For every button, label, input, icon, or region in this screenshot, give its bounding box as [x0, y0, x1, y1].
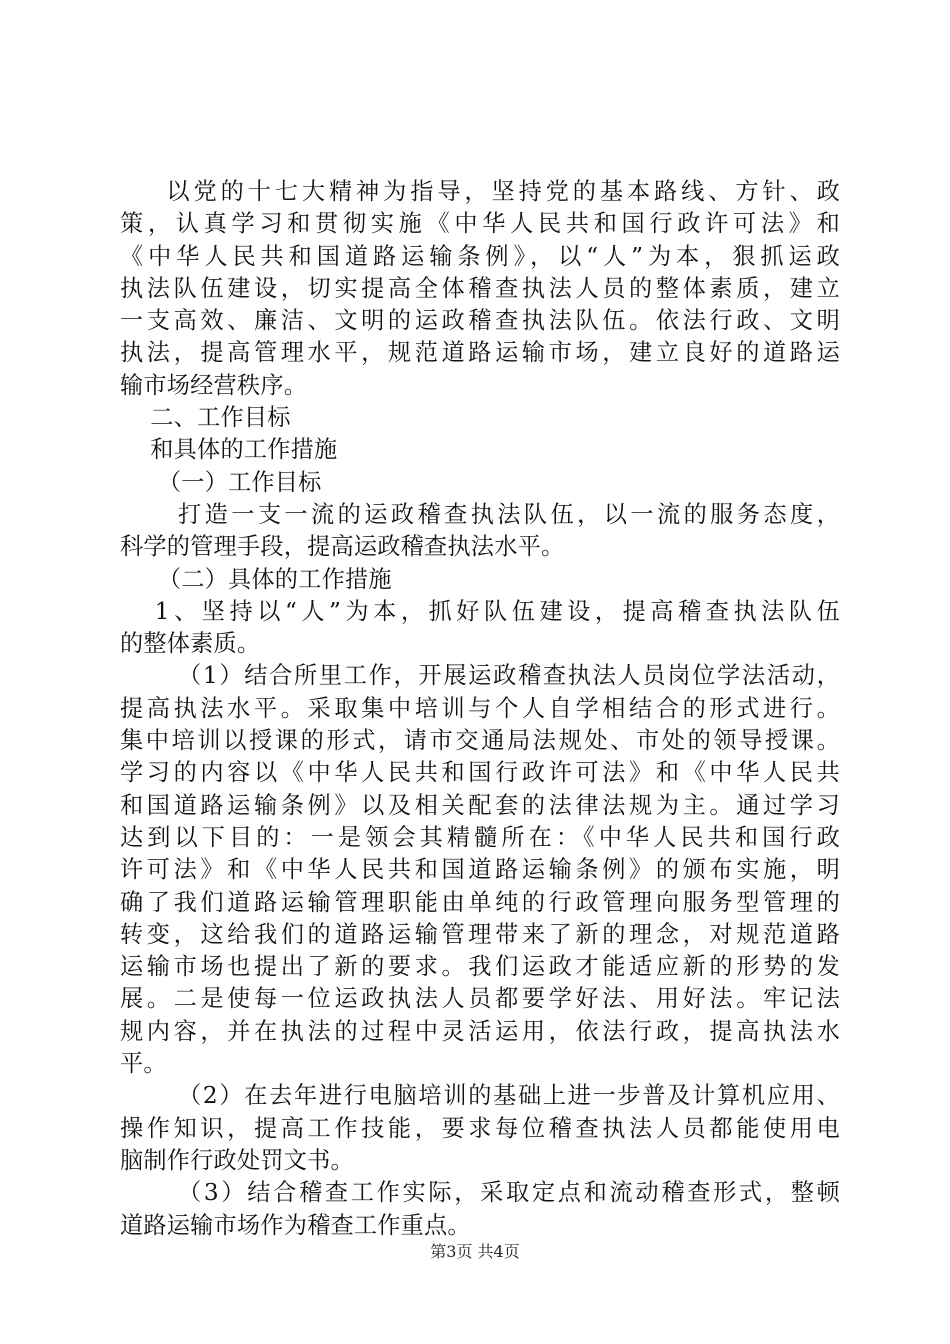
text-line: 提高执法水平。采取集中培训与个人自学相结合的形式进行。: [120, 694, 840, 722]
text-line: 以党的十七大精神为指导，坚持党的基本路线、方针、政: [166, 178, 840, 205]
text-line: 道路运输市场作为稽查工作重点。: [120, 1211, 471, 1239]
text-line: 集中培训以授课的形式，请市交通局法规处、市处的领导授课。: [120, 727, 840, 755]
text-line: 策，认真学习和贯彻实施《中华人民共和国行政许可法》和: [120, 210, 840, 238]
text-line: 确了我们道路运输管理职能由单纯的行政管理向服务型管理的: [120, 888, 840, 916]
text-line: 转变，这给我们的道路运输管理带来了新的理念，对规范道路: [120, 920, 840, 948]
text-line: 执法，提高管理水平，规范道路运输市场，建立良好的道路运: [120, 339, 840, 367]
text-line: 许可法》和《中华人民共和国道路运输条例》的颁布实施，明: [120, 856, 840, 884]
text-line: 规内容，并在执法的过程中灵活运用，依法行政，提高执法水: [120, 1017, 840, 1045]
text-line: （二）具体的工作措施: [120, 565, 392, 593]
text-line: 达到以下目的：一是领会其精髓所在：《中华人民共和国行政: [120, 823, 840, 851]
text-line: （一）工作目标: [120, 468, 322, 496]
text-line: 和国道路运输条例》以及相关配套的法律法规为主。通过学习: [120, 791, 840, 819]
text-line: （3）结合稽查工作实际，采取定点和流动稽查形式，整顿: [178, 1179, 840, 1207]
text-line: （2）在去年进行电脑培训的基础上进一步普及计算机应用、: [178, 1082, 840, 1110]
page-footer: 第3页 共4页: [430, 1242, 520, 1261]
text-line: 《中华人民共和国道路运输条例》，以“人”为本，狠抓运政: [120, 242, 840, 270]
text-line: 打造一支一流的运政稽查执法队伍，以一流的服务态度，: [178, 500, 840, 528]
text-line: 展。二是使每一位运政执法人员都要学好法、用好法。牢记法: [120, 985, 840, 1013]
text-line: 运输市场也提出了新的要求。我们运政才能适应新的形势的发: [120, 953, 840, 981]
text-line: 科学的管理手段，提高运政稽查执法水平。: [120, 533, 565, 561]
text-line: 输市场经营秩序。: [120, 371, 308, 399]
text-line: 执法队伍建设，切实提高全体稽查执法人员的整体素质，建立: [120, 274, 840, 302]
text-line: 一支高效、廉洁、文明的运政稽查执法队伍。依法行政、文明: [120, 307, 840, 335]
text-line: 的整体素质。: [120, 630, 261, 658]
text-line: 操作知识，提高工作技能，要求每位稽查执法人员都能使用电: [120, 1114, 840, 1142]
text-line: 学习的内容以《中华人民共和国行政许可法》和《中华人民共: [120, 759, 840, 787]
text-line: 平。: [120, 1050, 167, 1078]
document-body: [120, 176, 840, 1242]
text-line: 和具体的工作措施: [120, 436, 338, 464]
text-line: 1、坚持以“人”为本，抓好队伍建设，提高稽查执法队伍: [154, 597, 840, 625]
text-line: 脑制作行政处罚文书。: [120, 1146, 354, 1174]
text-line: （1）结合所里工作，开展运政稽查执法人员岗位学法活动，: [178, 662, 840, 690]
text-line: 二、工作目标: [120, 404, 291, 432]
